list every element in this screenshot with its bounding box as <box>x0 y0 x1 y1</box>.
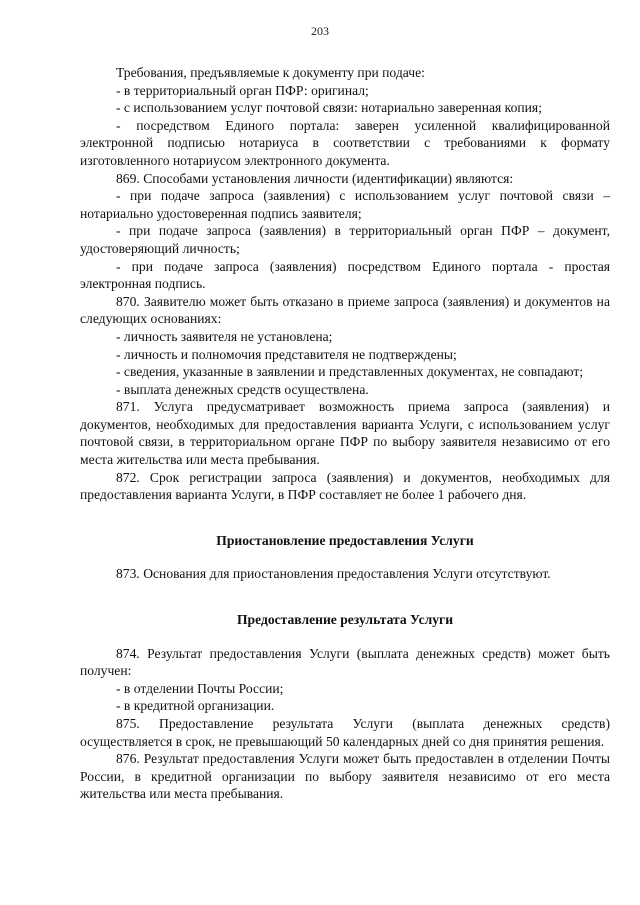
spacer <box>80 504 610 532</box>
document-body <box>80 64 610 803</box>
paragraph: 872. Срок регистрации запроса (заявления) и документов, необходимых для предоставления варианта Услуги, в ПФР составляет не более 1 рабочего дня. <box>80 469 610 503</box>
spacer <box>80 583 610 611</box>
list-item: - при подаче запроса (заявления) посредством Единого портала - простая электронная подпись. <box>80 258 610 292</box>
list-item: - личность и полномочия представителя не подтверждены; <box>116 346 457 362</box>
spacer <box>80 629 610 645</box>
paragraph: 875. Предоставление результата Услуги (выплата денежных средств) осуществляется в срок, не превышающий 50 календарных дней со дня принятия решения. <box>80 716 610 749</box>
spacer <box>80 549 610 565</box>
list-item: - сведения, указанные в заявлении и представленных документах, не совпадают; <box>116 364 584 380</box>
paragraph: 873. Основания для приостановления предоставления Услуги отсутствуют. <box>116 566 551 582</box>
section-heading-suspension: Приостановление предоставления Услуги <box>216 532 474 548</box>
list-item: - в кредитной организации. <box>116 698 275 714</box>
paragraph: 869. Способами установления личности (идентификации) являются: <box>116 170 514 186</box>
section-heading-result: Предоставление результата Услуги <box>236 612 454 628</box>
paragraph: 871. Услуга предусматривает возможность приема запроса (заявления) и документов, необходимых для предоставления варианта Услуги, с использованием услуг почтовой связи, в территориальном органе ПФР по выбору заявителя независимо от его места жительства или места пребывания. <box>80 399 610 468</box>
list-item: - в отделении Почты России; <box>116 680 284 696</box>
list-item: - при подаче запроса (заявления) в территориальный орган ПФР – документ, удостоверяющий личность; <box>80 223 610 256</box>
list-item: - посредством Единого портала: заверен усиленной квалифицированной электронной подписью нотариуса в соответствии с требованиями к формату изготовленного нотариусом электронного документа. <box>80 117 610 168</box>
list-item: - личность заявителя не установлена; <box>116 328 333 344</box>
paragraph: Требования, предъявляемые к документу при подаче: <box>116 65 425 80</box>
list-item: - в территориальный орган ПФР: оригинал; <box>116 82 369 98</box>
list-item: - выплата денежных средств осуществлена. <box>116 381 369 397</box>
paragraph: 870. Заявителю может быть отказано в приеме запроса (заявления) и документов на следующих основаниях: <box>80 293 610 327</box>
list-item: - при подаче запроса (заявления) с использованием услуг почтовой связи – нотариально удостоверенная подпись заявителя; <box>80 188 610 221</box>
list-item: - с использованием услуг почтовой связи: нотариально заверенная копия; <box>116 100 542 116</box>
paragraph: 876. Результат предоставления Услуги может быть предоставлен в отделении Почты России, в кредитной организации по выбору заявителя независимо от его места жительства или места пребывания. <box>80 751 610 802</box>
paragraph: 874. Результат предоставления Услуги (выплата денежных средств) может быть получен: <box>80 645 610 679</box>
page-number: 203 <box>311 24 329 38</box>
